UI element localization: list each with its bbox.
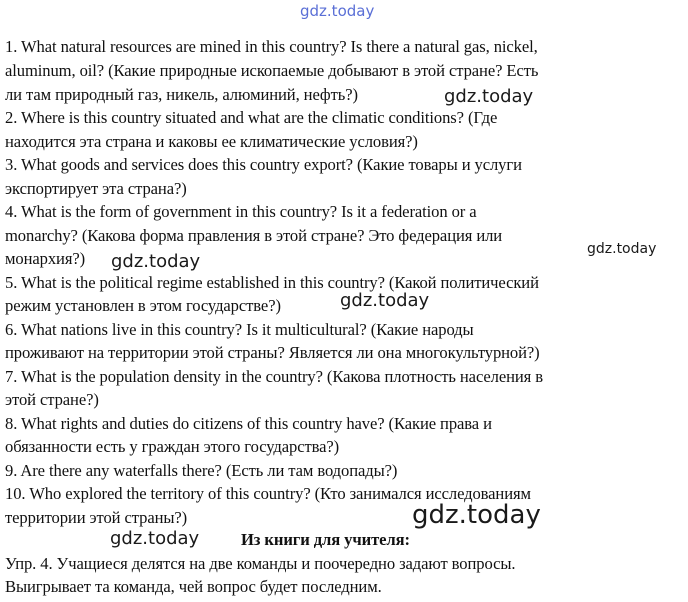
watermark: gdz.today <box>110 528 200 549</box>
text-line: Выигрывает та команда, чей вопрос будет последним. <box>5 577 382 596</box>
text-line: ли там природный газ, никель, алюминий, нефть?) <box>5 85 358 104</box>
text-line: 4. What is the form of government in this country? Is it a federation or a <box>5 202 477 221</box>
text-line: экспортирует эта страна?) <box>5 179 187 198</box>
text-line: monarchy? (Какова форма правления в этой стране? Это федерация или <box>5 226 503 245</box>
text-line: Упр. 4. Учащиеся делятся на две команды и поочередно задают вопросы. <box>5 554 516 573</box>
text-line: обязанности есть у граждан этого государства?) <box>5 437 340 456</box>
teacher-book-heading: Из книги для учителя: <box>241 530 410 549</box>
text-line: 2. Where is this country situated and what are the climatic conditions? (Где <box>5 108 498 127</box>
watermark: gdz.today <box>340 290 430 311</box>
watermark-large: gdz.today <box>412 500 541 530</box>
text-line: 1. What natural resources are mined in this country? Is there a natural gas, nickel, <box>5 37 538 56</box>
text-line: 9. Are there any waterfalls there? (Есть ли там водопады?) <box>5 461 398 480</box>
text-line: проживают на территории этой страны? Является ли она многокультурной?) <box>5 343 540 362</box>
text-line: территории этой страны?) <box>5 508 188 527</box>
watermark: gdz.today <box>444 86 534 107</box>
watermark: gdz.today <box>111 251 201 272</box>
text-line: 6. What nations live in this country? Is it multicultural? (Какие народы <box>5 320 474 339</box>
text-line: aluminum, oil? (Какие природные ископаемые добывают в этой стране? Есть <box>5 61 539 80</box>
text-line: 7. What is the population density in the country? (Какова плотность населения в <box>5 367 544 386</box>
text-line: монархия?) <box>5 249 86 268</box>
text-line: 3. What goods and services does this country export? (Какие товары и услуги <box>5 155 522 174</box>
watermark: gdz.today <box>587 241 657 257</box>
text-line: находится эта страна и каковы ее климатические условия?) <box>5 132 418 151</box>
text-line: 8. What rights and duties do citizens of this country have? (Какие права и <box>5 414 492 433</box>
text-line: этой стране?) <box>5 390 99 409</box>
text-line: 5. What is the political regime established in this country? (Какой политический <box>5 273 539 292</box>
watermark-top: gdz.today <box>300 2 375 20</box>
text-line: 10. Who explored the territory of this country? (Кто занимался исследованиям <box>5 484 531 503</box>
text-line: режим установлен в этом государстве?) <box>5 296 281 315</box>
